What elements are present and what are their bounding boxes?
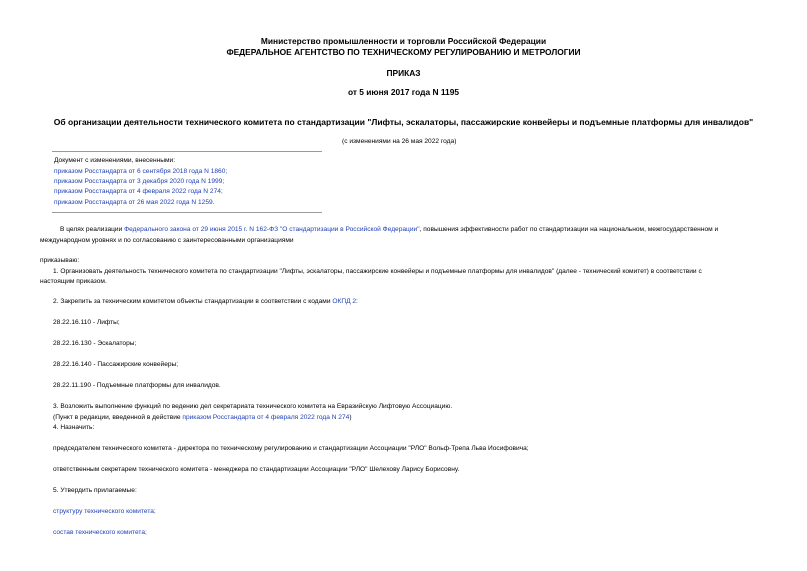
- composition-link[interactable]: состав технического комитета;: [53, 529, 147, 536]
- note-text: ): [349, 414, 352, 421]
- secretary-appointment: ответственным секретарем технического комитета - менеджера по стандартизации Ассоциации "РЛО" Шелехову Ларису Борисовну.: [53, 466, 460, 473]
- chairman-appointment: председателем технического комитета - директора по техническому регулированию и стандартизации Ассоциации "РЛО" Вольф-Трепа Льва Иосифовича;: [53, 445, 529, 452]
- item-2: [53, 298, 358, 305]
- preamble-text: В целях реализации: [60, 226, 125, 233]
- changes-intro: Документ с изменениями, внесенными:: [54, 157, 176, 164]
- item-3-note: [53, 414, 352, 421]
- code-item: 28.22.16.140 - Пассажирские конвейеры;: [53, 361, 179, 368]
- document-date-number: от 5 июня 2017 года N 1195: [347, 87, 460, 97]
- preamble-line: [60, 226, 718, 233]
- changes-bottom-rule: [52, 212, 322, 213]
- changes-top-rule: [52, 151, 322, 152]
- document-title: Об организации деятельности технического комитета по стандартизации "Лифты, эскалаторы, пассажирские конвейеры и подъемные платформы для инвалидов": [53, 117, 754, 127]
- change-link[interactable]: приказом Росстандарта от 4 февраля 2022 года N 274;: [54, 188, 223, 195]
- code-item: 28.22.11.190 - Подъемные платформы для инвалидов.: [53, 382, 221, 389]
- code-item: 28.22.16.110 - Лифты;: [53, 319, 120, 326]
- item-5: 5. Утвердить прилагаемые:: [53, 487, 137, 494]
- item-4: 4. Назначить:: [53, 424, 95, 431]
- preamble-line: международном уровнях и по согласованию с заинтересованными организациями: [40, 237, 294, 244]
- order-word: приказываю:: [40, 257, 80, 264]
- preamble-text: , повышения эффективности работ по стандартизации на национальном, межгосударственном и: [419, 226, 719, 233]
- note-text: (Пункт в редакции, введенной в действие: [53, 414, 183, 421]
- document-type: ПРИКАЗ: [386, 68, 421, 78]
- item-1-cont: настоящим приказом.: [40, 278, 107, 285]
- amendment-link[interactable]: приказом Росстандарта от 4 февраля 2022 года N 274: [182, 414, 350, 421]
- item-2-colon: :: [356, 298, 358, 305]
- ministry-name: Министерство промышленности и торговли Российской Федерации: [260, 36, 547, 46]
- change-link[interactable]: приказом Росстандарта от 26 мая 2022 года N 1259.: [54, 199, 215, 206]
- code-item: 28.22.16.130 - Эскалаторы;: [53, 340, 137, 347]
- change-link[interactable]: приказом Росстандарта от 3 декабря 2020 года N 1999;: [54, 178, 225, 185]
- agency-name: ФЕДЕРАЛЬНОЕ АГЕНТСТВО ПО ТЕХНИЧЕСКОМУ РЕГУЛИРОВАНИЮ И МЕТРОЛОГИИ: [226, 47, 581, 57]
- change-link[interactable]: приказом Росстандарта от 6 сентября 2018 года N 1860;: [54, 168, 228, 175]
- federal-law-link[interactable]: Федерального закона от 29 июня 2015 г. N 162-ФЗ "О стандартизации в Российской Федерации": [124, 226, 420, 233]
- item-3: 3. Возложить выполнение функций по ведению дел секретариата технического комитета на Евразийскую Лифтовую Ассоциацию.: [53, 403, 453, 410]
- okpd2-link[interactable]: ОКПД 2: [332, 298, 357, 305]
- revision-note: (с изменениями на 26 мая 2022 года): [342, 138, 457, 145]
- item-1: 1. Организовать деятельность технического комитета по стандартизации "Лифты, эскалаторы, пассажирские конвейеры и подъемные платформы для инвалидов" (далее - технический комитет) в соответствии с: [53, 268, 702, 275]
- structure-link[interactable]: структуру технического комитета;: [53, 508, 156, 515]
- item-2-text: 2. Закрепить за техническим комитетом объекты стандартизации в соответствии с кодами: [53, 298, 333, 305]
